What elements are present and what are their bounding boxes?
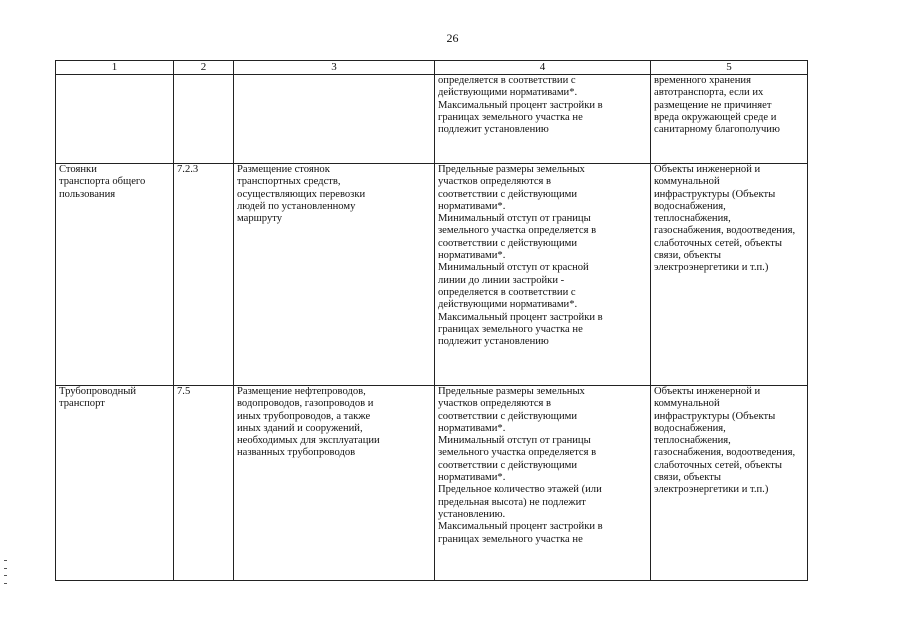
table-header-row (56, 61, 808, 75)
cell-code (174, 75, 234, 164)
column-header-2: 2 (174, 61, 234, 75)
cell-description (234, 75, 435, 164)
table-row (56, 386, 808, 581)
table-row (56, 75, 808, 164)
cell-description: Размещение стоянок транспортных средств, осуществляющих перевозки людей по установленному маршруту (234, 164, 435, 386)
page-number: 26 (446, 31, 459, 45)
cell-auxiliary-uses: Объекты инженерной и коммунальной инфраструктуры (Объекты водоснабжения, теплоснабжения, газоснабжения, водоотведения, слаботочных сетей, объекты связи, объекты электроэнергетики и т.п.) (651, 164, 808, 386)
column-header-4: 4 (435, 61, 651, 75)
cell-parameters: Предельные размеры земельных участков определяются в соответствии с действующими нормативами*. Минимальный отступ от границы земельного участка определяется в соответствии с действующими нормативами*. Минимальный отступ от красной линии до линии застройки - определяется в соответствии с действующими нормативами*. Максимальный процент застройки в границах земельного участка не подлежит установлению (435, 164, 651, 386)
cell-parameters: Предельные размеры земельных участков определяются в соответствии с действующими нормативами*. Минимальный отступ от границы земельного участка определяется в соответствии с действующими нормативами*. Предельное количество этажей (или предельная высота) не подлежит установлению. Максимальный процент застройки в границах земельного участка не (435, 386, 651, 581)
cell-code: 7.5 (174, 386, 234, 581)
column-header-5: 5 (651, 61, 808, 75)
cell-use-name (56, 75, 174, 164)
cell-use-name: Стоянки транспорта общего пользования (56, 164, 174, 386)
scan-margin-marks (4, 560, 7, 584)
table-row (56, 164, 808, 386)
column-header-1: 1 (56, 61, 174, 75)
cell-description: Размещение нефтепроводов, водопроводов, газопроводов и иных трубопроводов, а также иных зданий и сооружений, необходимых для эксплуатации названных трубопроводов (234, 386, 435, 581)
cell-parameters: определяется в соответствии с действующими нормативами*. Максимальный процент застройки в границах земельного участка не подлежит установлению (435, 75, 651, 164)
cell-auxiliary-uses: Объекты инженерной и коммунальной инфраструктуры (Объекты водоснабжения, теплоснабжения, газоснабжения, водоотведения, слаботочных сетей, объекты связи, объекты электроэнергетики и т.п.) (651, 386, 808, 581)
column-header-3: 3 (234, 61, 435, 75)
cell-code: 7.2.3 (174, 164, 234, 386)
cell-auxiliary-uses: временного хранения автотранспорта, если их размещение не причиняет вреда окружающей среде и санитарному благополучию (651, 75, 808, 164)
cell-use-name: Трубопроводный транспорт (56, 386, 174, 581)
land-use-table (55, 60, 808, 581)
